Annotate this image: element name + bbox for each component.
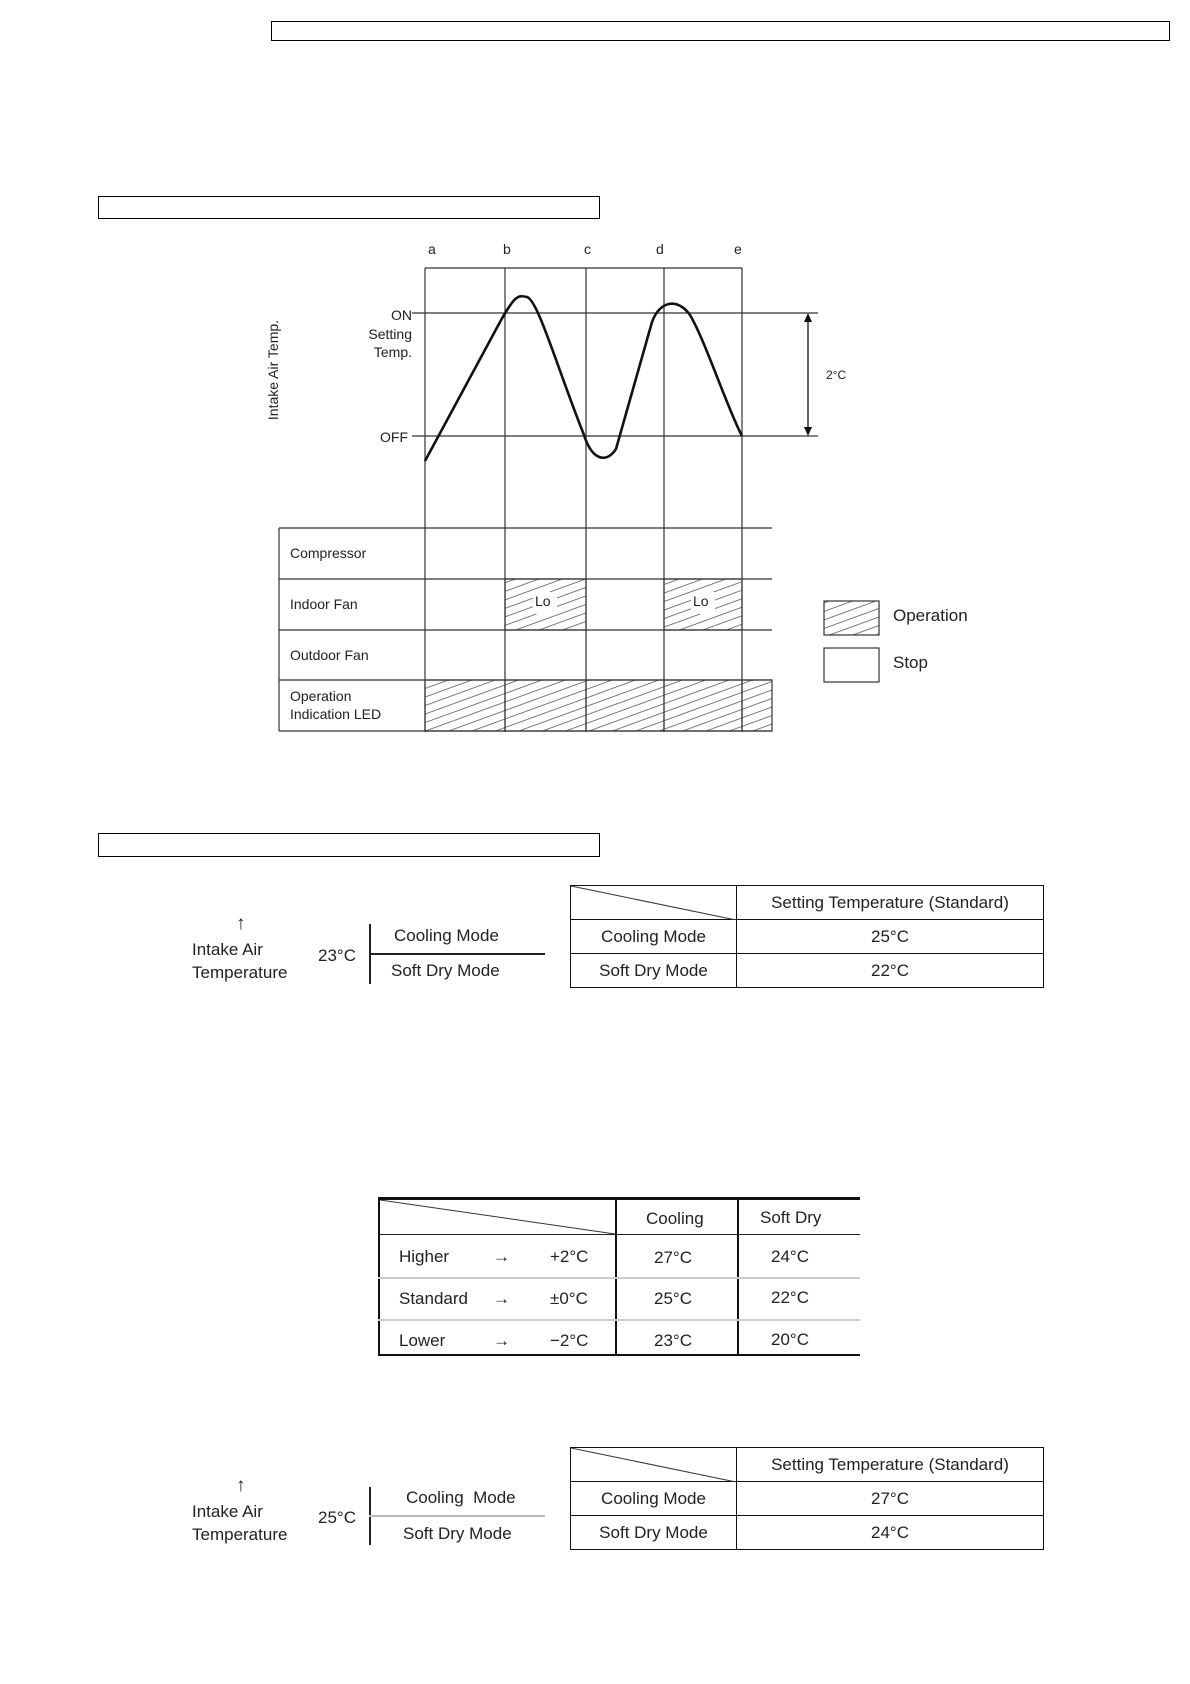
temp-cell: 24°C: [737, 1516, 1044, 1550]
table-row: [571, 886, 1044, 920]
col-softdry: Soft Dry: [760, 1208, 822, 1227]
row-operation: Operation: [290, 688, 352, 704]
setting-label-2: Temp.: [373, 344, 412, 360]
setting-table-1: [570, 885, 1044, 988]
upper-mode-1: Cooling Mode: [394, 926, 499, 945]
mode-cell: Cooling Mode: [571, 1482, 737, 1516]
cooling-lower: 23°C: [654, 1331, 692, 1350]
arrow-right-icon: →: [493, 1247, 510, 1266]
corner-cell: [571, 886, 737, 920]
setting-table-2: [570, 1447, 1044, 1550]
adjust-row-line-2: [378, 1277, 860, 1279]
col-label-c: c: [584, 241, 591, 257]
offset-lower: −2°C: [550, 1331, 589, 1350]
intake-air-label-1: Intake Air: [192, 940, 263, 959]
offset-higher: +2°C: [550, 1247, 589, 1266]
adjust-row-line-1: [378, 1234, 860, 1235]
intake-air-label-2: Intake Air: [192, 1502, 263, 1521]
header-cell: Setting Temperature (Standard): [737, 1448, 1044, 1482]
y-axis-label: Intake Air Temp.: [265, 319, 281, 421]
offset-standard: ±0°C: [550, 1289, 588, 1308]
row-outdoor-fan: Outdoor Fan: [290, 647, 369, 663]
intake-arrow-icon: ↑: [236, 1475, 246, 1496]
differential-label: 2°C: [826, 368, 847, 382]
header-cell: Setting Temperature (Standard): [737, 886, 1044, 920]
level-standard: Standard: [399, 1289, 468, 1308]
adjust-table: [378, 1197, 860, 1356]
upper-mode-2: Cooling Mode: [406, 1488, 516, 1507]
corner-cell: [571, 1448, 737, 1482]
col-cooling: Cooling: [646, 1209, 704, 1228]
arrow-right-icon: →: [493, 1289, 510, 1308]
arrow-right-icon: →: [493, 1331, 510, 1350]
intake-temperature-label-2: Temperature: [192, 1525, 288, 1544]
setting-label-1: Setting: [368, 326, 412, 342]
timing-chart: [0, 0, 1190, 760]
adjust-bottom-border: [378, 1354, 860, 1356]
cooling-higher: 27°C: [654, 1248, 692, 1267]
softdry-lower: 20°C: [771, 1330, 809, 1349]
threshold-1: 23°C: [318, 946, 356, 965]
differential-arrow-down-icon: [804, 427, 812, 436]
mode-divider-horizontal-2: [369, 1515, 545, 1517]
threshold-2: 25°C: [318, 1508, 356, 1527]
legend-stop-label: Stop: [893, 653, 928, 672]
table-row: [571, 954, 1044, 988]
intake-arrow-icon: ↑: [236, 913, 246, 934]
softdry-higher: 24°C: [771, 1247, 809, 1266]
row-indication-led: Indication LED: [290, 706, 382, 722]
adjust-corner-diagonal: [380, 1200, 615, 1234]
table-row: [571, 1482, 1044, 1516]
adjust-row-line-3: [378, 1319, 860, 1321]
col-label-e: e: [734, 241, 742, 257]
temp-cell: 25°C: [737, 920, 1044, 954]
mode-cell: Soft Dry Mode: [571, 954, 737, 988]
row-indoor-fan: Indoor Fan: [290, 596, 358, 612]
legend-operation-swatch: [824, 601, 879, 635]
differential-arrow-up-icon: [804, 313, 812, 322]
col-label-d: d: [656, 241, 664, 257]
col-label-b: b: [503, 241, 511, 257]
legend-operation-label: Operation: [893, 606, 968, 625]
on-label: ON: [391, 307, 412, 323]
table-row: [571, 1516, 1044, 1550]
led-op-cell: [425, 680, 772, 731]
mode-cell: Soft Dry Mode: [571, 1516, 737, 1550]
lower-mode-1: Soft Dry Mode: [391, 961, 500, 980]
section-2-title-box: [98, 833, 600, 857]
cooling-standard: 25°C: [654, 1289, 692, 1308]
softdry-standard: 22°C: [771, 1288, 809, 1307]
mode-cell: Cooling Mode: [571, 920, 737, 954]
lower-mode-2: Soft Dry Mode: [403, 1524, 512, 1543]
off-label: OFF: [380, 429, 408, 445]
table-row: [571, 920, 1044, 954]
col-label-a: a: [428, 241, 436, 257]
temp-cell: 27°C: [737, 1482, 1044, 1516]
row-compressor: Compressor: [290, 545, 367, 561]
level-lower: Lower: [399, 1331, 446, 1350]
legend-stop-swatch: [824, 648, 879, 682]
table-row: [571, 1448, 1044, 1482]
temp-cell: 22°C: [737, 954, 1044, 988]
mode-divider-horizontal-1: [369, 953, 545, 955]
indoor-fan-lo-2: Lo: [693, 593, 709, 609]
level-higher: Higher: [399, 1247, 450, 1266]
intake-temperature-label-1: Temperature: [192, 963, 288, 982]
indoor-fan-lo-1: Lo: [535, 593, 551, 609]
